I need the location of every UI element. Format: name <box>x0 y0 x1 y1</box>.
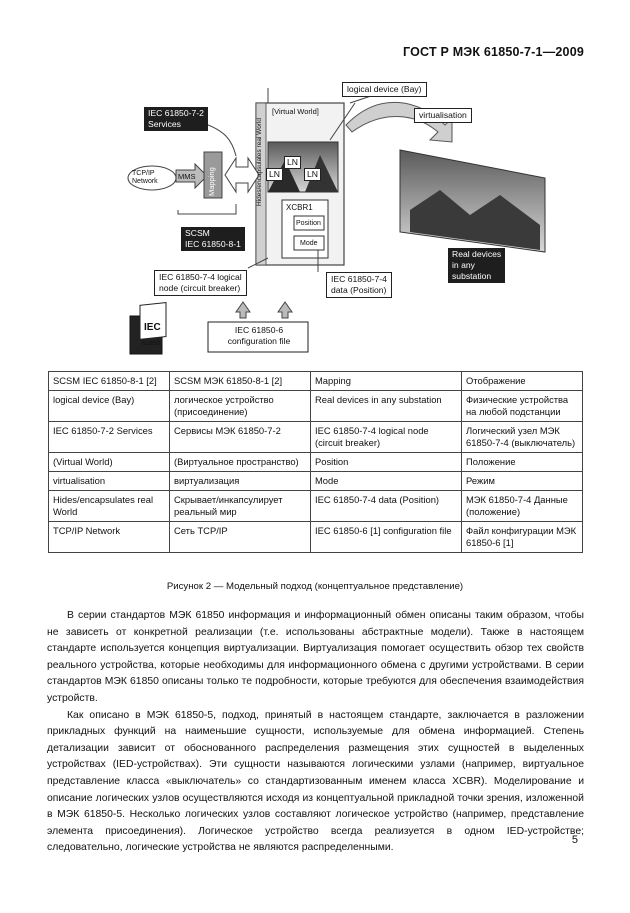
virtualisation-label: virtualisation <box>414 108 472 123</box>
table-row <box>49 472 583 491</box>
real-devices-line-2: in any <box>452 260 475 270</box>
figure-caption: Рисунок 2 — Модельный подход (концептуальное представление) <box>166 581 464 592</box>
table-cell: Mapping <box>311 372 462 391</box>
real-devices-line-3: substation <box>452 271 492 281</box>
table-cell: TCP/IP Network <box>49 522 170 553</box>
config-file-label <box>214 325 304 347</box>
body-text <box>47 608 584 857</box>
table-row <box>49 453 583 472</box>
table-cell: Position <box>311 453 462 472</box>
table-cell: Положение <box>462 453 583 472</box>
figure-drawing <box>0 0 630 370</box>
table-row <box>49 422 583 453</box>
table-cell: (Виртуальное пространство) <box>170 453 311 472</box>
scsm-label <box>181 227 245 251</box>
config-file-line-2: configuration file <box>227 336 291 346</box>
tcpip-label: TCP/IP Network <box>132 170 158 185</box>
table-cell: Mode <box>311 472 462 491</box>
table-cell: SCSM IEC 61850-8-1 [2] <box>49 372 170 391</box>
table-cell: Физические устройства на любой подстанции <box>462 391 583 422</box>
logical-node-label <box>154 270 247 296</box>
scsm-label-line-2: IEC 61850-8-1 <box>185 239 241 249</box>
table-cell: virtualisation <box>49 472 170 491</box>
table-cell: МЭК 61850-7-4 Данные (положение) <box>462 491 583 522</box>
logical-device-label: logical device (Bay) <box>342 82 427 97</box>
table-cell: Логический узел МЭК 61850-7-4 (выключатель) <box>462 422 583 453</box>
config-file-line-1: IEC 61850-6 <box>234 325 284 335</box>
paragraph-1: В серии стандартов МЭК 61850 информация и информационный обмен описаны таким образом, чтобы не зависеть от конкретной реализации (т.е. использованы абстрактные модели). Также в настоящем стандарте используется концепция виртуализации. Виртуализация помогает осуществить обзор тех свойств реального устройства, которые необходимы для информационного обмена с другими устройствами. В серии стандартов МЭК 61850 описаны только те подробности, которые требуются для обеспечения взаимодействия устройств. <box>47 610 584 704</box>
mode-label: Mode <box>300 240 318 247</box>
book-number-label: 61850 <box>142 340 161 347</box>
table-cell: Отображение <box>462 372 583 391</box>
table-cell: Режим <box>462 472 583 491</box>
ln-label-1: LN <box>284 156 301 169</box>
model-approach-figure <box>0 0 630 370</box>
data-position-label <box>326 272 392 298</box>
data-position-line-1: IEC 61850-7-4 <box>331 274 387 284</box>
logical-node-line-2: node (circuit breaker) <box>159 283 241 293</box>
virtual-world-label: [Virtual World] <box>272 107 319 116</box>
scsm-label-line-1: SCSM <box>185 228 210 238</box>
table-cell: logical device (Bay) <box>49 391 170 422</box>
table-cell: Сервисы МЭК 61850-7-2 <box>170 422 311 453</box>
table-cell: IEC 61850-7-4 data (Position) <box>311 491 462 522</box>
table-cell: IEC 61850-7-2 Services <box>49 422 170 453</box>
table-row <box>49 491 583 522</box>
table-cell: IEC 61850-7-4 logical node (circuit breaker) <box>311 422 462 453</box>
ln-label-3: LN <box>304 168 321 181</box>
mms-label: MMS <box>178 172 196 181</box>
table-cell: Hides/encapsulates real World <box>49 491 170 522</box>
table-cell: Файл конфигурации МЭК 61850-6 [1] <box>462 522 583 553</box>
data-position-line-2: data (Position) <box>331 285 387 295</box>
page-number: 5 <box>571 834 578 846</box>
services-label-line-2: Services <box>148 119 181 129</box>
hides-label: Hides/encapsulates real World <box>256 117 263 206</box>
real-devices-line-1: Real devices <box>452 249 502 259</box>
terms-table <box>48 371 583 553</box>
book-iec-label: IEC <box>144 322 161 333</box>
table-row <box>49 522 583 553</box>
table-cell: виртуализация <box>170 472 311 491</box>
logical-node-line-1: IEC 61850-7-4 logical <box>159 272 242 282</box>
services-label-line-1: IEC 61850-7-2 <box>148 108 204 118</box>
table-cell: SCSM МЭК 61850-8-1 [2] <box>170 372 311 391</box>
services-label <box>144 107 208 131</box>
paragraph-2: Как описано в МЭК 61850-5, подход, принятый в настоящем стандарте, заключается в разложении прикладных функций на наименьшие сущности, используемые для обмена информацией. Степень детализации зависит от обоснованного распределения размещения этих сущностей в выделенных устройствах (IED-устройствах). Эти сущности называются логическими узлами (например, виртуальное представление класса «выключатель» со стандартизованным именем класса XCBR). Моделирование и описание логических узлов осуществляются исходя из концептуальной прикладной точки зрения, изложенной в МЭК 61850-5. Несколько логических узлов составляют логическое устройство (например, представление элемента присоединения). Логическое устройство всегда реализуется в одном IED-устройстве; следовательно, логические устройства не являются распределенными. <box>47 709 584 854</box>
ln-label-2: LN <box>266 168 283 181</box>
table-cell: (Virtual World) <box>49 453 170 472</box>
table-row <box>49 372 583 391</box>
document-standard-header: ГОСТ Р МЭК 61850-7-1—2009 <box>403 45 584 59</box>
mapping-label: Mapping <box>207 167 216 196</box>
table-cell: Real devices in any substation <box>311 391 462 422</box>
table-cell: IEC 61850-6 [1] configuration file <box>311 522 462 553</box>
table-row <box>49 391 583 422</box>
xcbr-label: XCBR1 <box>286 203 313 212</box>
table-cell: Скрывает/инкапсулирует реальный мир <box>170 491 311 522</box>
table-cell: Сеть TCP/IP <box>170 522 311 553</box>
real-devices-label <box>448 248 505 283</box>
table-cell: логическое устройство (присоединение) <box>170 391 311 422</box>
position-label: Position <box>296 220 321 227</box>
